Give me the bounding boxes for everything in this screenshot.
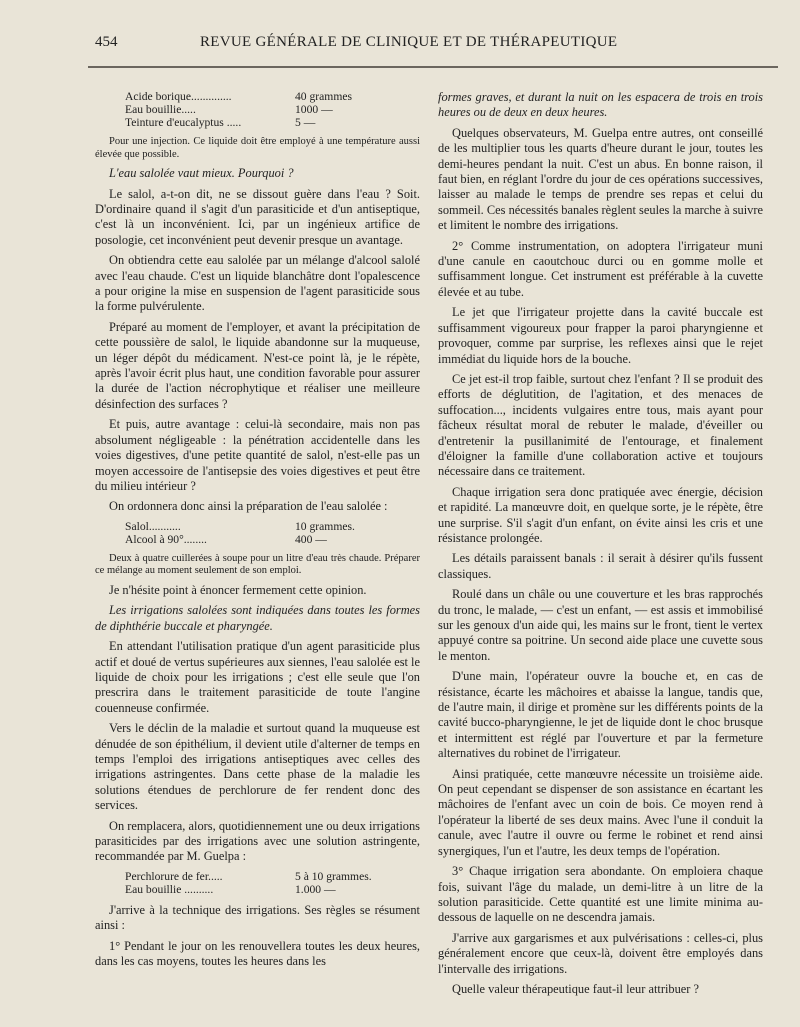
formula-line: Salol........... 10 grammes. (125, 519, 355, 533)
paragraph: En attendant l'utilisation pratique d'un agent parasiticide plus actif et doué de vertus supérieures aux siennes, l'eau salolée est le liquide de choix pour les irrigations ; c'est elle seule que l'on prescrira dans le traitement parasiticide de toute l'angine couenneuse confirmée. (95, 639, 420, 715)
paragraph: Les détails paraissent banals : il serait à désirer qu'ils fussent classiques. (438, 551, 763, 581)
paragraph: 1° Pendant le jour on les renouvellera toutes les deux heures, dans les cas moyens, toutes les heures dans les (95, 938, 420, 969)
paragraph: Préparé au moment de l'employer, et avant la précipitation de cette poussière de salol, le liquide abandonne sur la muqueuse, un léger dépôt du médicament. N'est-ce point là, je le répète, après l'avoir écrit plus haut, une condition favorable pour assurer la durée de l'action nécrophytique et réaliser une meilleure désinfection des surfaces ? (95, 319, 420, 411)
paragraph: Quelques observateurs, M. Guelpa entre autres, ont conseillé de les multiplier tous les quarts d'heure durant le jour, toutes les demi-heures pendant la nuit. C'est un abus. En bonne raison, il faut bien, en réglant l'ordre du jour de ces opérations successives, laisser au malade le temps de prendre ses repas et celui du sommeil. Ces nécessités banales règlent seules la marche à suivre et limitent le nombre des irrigations. (438, 125, 763, 233)
paragraph: On ordonnera donc ainsi la préparation de l'eau salolée : (109, 499, 388, 514)
paragraph: D'une main, l'opérateur ouvre la bouche et, en cas de résistance, écarte les mâchoires et abaisse la langue, tandis que, de l'autre main, il dirige et promène sur les différents points de la cavité bucco-pharyngienne, le jet de liquide dont le choc brusque et intermittent est réglé par l'ouverture et par la fermeture alternatives du robinet de l'irrigateur. (438, 669, 763, 761)
page-number: 454 (95, 34, 118, 50)
formula-line: Teinture d'eucalyptus ..... 5 — (125, 116, 316, 129)
page-header (95, 30, 775, 54)
paragraph: Roulé dans un châle ou une couverture et les bras rapprochés du tronc, le malade, — c'est un enfant, — est assis et immobilisé sur les genoux d'un aide qui, les mains sur le front, tient le vertex appuyé contre sa poitrine. Un second aide place une cuvette sous le menton. (438, 587, 763, 663)
paragraph: Ainsi pratiquée, cette manœuvre nécessite un troisième aide. On peut cependant se dispenser de son assistance en écartant les mâchoires de l'enfant avec un coin de bois. Ce moyen rend à l'opérateur la liberté de ses deux mains. Avec l'une il conduit la canule, avec l'autre il ouvre ou ferme le robinet et rend ainsi synergiques, l'un et l'autre, les deux temps de l'opération. (438, 766, 763, 858)
paragraph: On remplacera, alors, quotidiennement une ou deux irrigations parasiticides par des irrigations avec une solution astringente, recommandée par M. Guelpa : (95, 818, 420, 864)
paragraph: 3° Chaque irrigation sera abondante. On emploiera chaque fois, suivant l'âge du malade, un demi-litre à un litre de la solution parasiticide. Cette quantité est une limite minima au-dessous de laquelle on ne descendra jamais. (438, 864, 763, 925)
formula-line: Perchlorure de fer..... 5 à 10 grammes. (125, 869, 372, 883)
formula-line: Alcool à 90°........ 400 — (125, 532, 327, 546)
formula-line: Eau bouillie..... 1000 — (125, 103, 333, 116)
formula-line: Eau bouillie .......... 1.000 — (125, 882, 336, 896)
left-column (95, 90, 420, 974)
paragraph: L'eau salolée vaut mieux. Pourquoi ? (109, 166, 294, 181)
formula-boric (125, 90, 420, 129)
paragraph: Ce jet est-il trop faible, surtout chez l'enfant ? Il se produit des efforts de déglutition, de l'agitation, et des menaces de suffocation..., incidents vulgaires entre tous, mais ayant pour fâcheux résultat moral de rebuter le malade, d'éveiller ou d'entretenir la pusillanimité de l'entourage, et finalement d'éloigner la famille d'une collaboration active et toujours nécessaire dans ce traitement. (438, 371, 763, 479)
right-column (438, 90, 763, 1002)
paragraph: Et puis, autre avantage : celui-là secondaire, mais non pas absolument négligeable : la pénétration accidentelle dans les voies digestives, d'une petite quantité de salol, n'est-elle pas un moyen accessoire de l'antisepsie des voies digestives et peut être du milieu intérieur ? (95, 417, 420, 493)
paragraph: J'arrive à la technique des irrigations. Ses règles se résument ainsi : (95, 902, 420, 933)
paragraph: Le jet que l'irrigateur projette dans la cavité buccale est suffisamment vigoureux pour frapper la paroi pharyngienne et provoquer, comme par surprise, les reflexes ainsi que le rejet immédiat du liquide hors de la bouche. (438, 305, 763, 366)
paragraph: Le salol, a-t-on dit, ne se dissout guère dans l'eau ? Soit. D'ordinaire quand il s'agit d'un parasiticide et d'un antiseptique, c'est là un inconvénient. Ici, par un ingénieux artifice de posologie, cet inconvénient peut devenir presque un avantage. (95, 186, 420, 247)
formula-note: Pour une injection. Ce liquide doit être employé à une température aussi élevée que possible. (95, 136, 420, 160)
paragraph: On obtiendra cette eau salolée par un mélange d'alcool salolé avec l'eau chaude. C'est un liquide blanchâtre dont l'opalescence a pour origine la mise en suspension de l'agent parasiticide sous la forme pulvérulente. (95, 253, 420, 314)
formula-perchlorure (125, 870, 420, 896)
paragraph: Vers le déclin de la maladie et surtout quand la muqueuse est dénudée de son épithélium, il devient utile d'alterner de temps en temps l'emploi des irrigations antiseptiques avec celles des irrigations astringentes. Dans cette phase de la maladie les solutions étendues de perchlorure de fer rendent donc des services. (95, 721, 420, 813)
paragraph: Chaque irrigation sera donc pratiquée avec énergie, décision et rapidité. La manœuvre doit, en quelque sorte, je le répète, être une surprise. S'il s'agit d'un enfant, on évite ainsi les cris et une résistance prolongée. (438, 484, 763, 545)
formula-note: Deux à quatre cuillerées à soupe pour un litre d'eau très chaude. Préparer ce mélange au moment seulement de son emploi. (95, 552, 420, 577)
paragraph: Quelle valeur thérapeutique faut-il leur attribuer ? (452, 981, 700, 996)
paragraph: 2° Comme instrumentation, on adoptera l'irrigateur muni d'une canule en caoutchouc durci ou en gomme molle et suffisamment longue. Cet instrument est préférable à la cuvette élevée et au tube. (438, 238, 763, 299)
paragraph: formes graves, et durant la nuit on les espacera de trois en trois heures ou de deux en deux heures. (438, 90, 763, 120)
paragraph: Je n'hésite point à énoncer fermement cette opinion. (109, 582, 367, 597)
formula-salol (125, 520, 420, 546)
header-rule (88, 66, 778, 68)
formula-line: Acide borique.............. 40 grammes (125, 90, 352, 103)
paragraph: J'arrive aux gargarismes et aux pulvérisations : celles-ci, plus généralement encore que ceux-là, doivent être employés dans l'intervalle des irrigations. (438, 930, 763, 976)
running-title: REVUE GÉNÉRALE DE CLINIQUE ET DE THÉRAPEUTIQUE (200, 34, 618, 50)
paragraph: Les irrigations salolées sont indiquées dans toutes les formes de diphthérie buccale et pharyngée. (95, 603, 420, 633)
